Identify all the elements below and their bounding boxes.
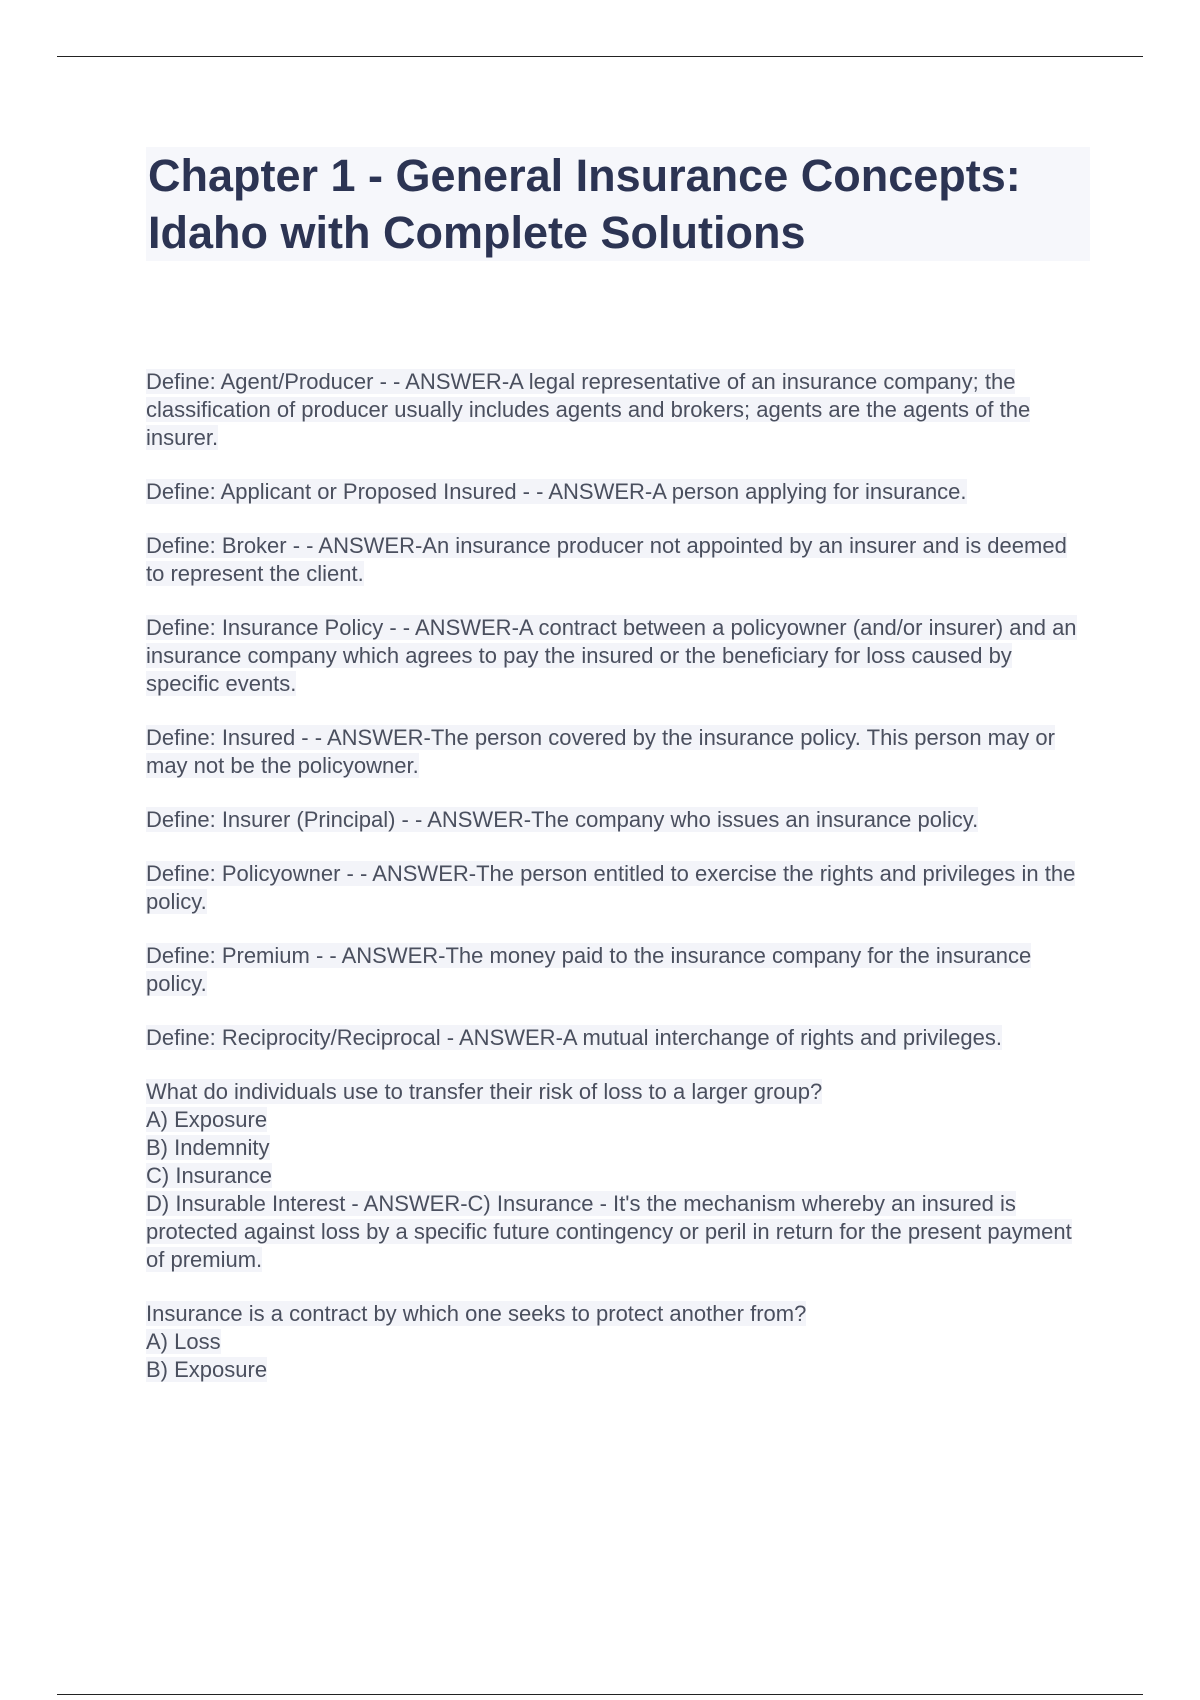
definition-text: Define: Insurer (Principal) - - ANSWER-The company who issues an insurance policy. bbox=[146, 807, 979, 832]
definition-text: Define: Agent/Producer - - ANSWER-A legal representative of an insurance company; the classification of producer usually includes agents and brokers; agents are the agents of the insurer. bbox=[146, 369, 1031, 450]
question-2-option-b: B) Exposure bbox=[146, 1357, 268, 1382]
definition-entry bbox=[146, 532, 1090, 588]
question-1-prompt: What do individuals use to transfer their risk of loss to a larger group? bbox=[146, 1079, 823, 1104]
definition-text: Define: Insured - - ANSWER-The person covered by the insurance policy. This person may or may not be the policyowner. bbox=[146, 725, 1055, 778]
definition-entry bbox=[146, 860, 1090, 916]
document-title bbox=[146, 147, 1090, 261]
definition-text: Define: Policyowner - - ANSWER-The person entitled to exercise the rights and privileges in the policy. bbox=[146, 861, 1076, 914]
top-rule bbox=[57, 56, 1143, 57]
definition-text: Define: Premium - - ANSWER-The money paid to the insurance company for the insurance policy. bbox=[146, 943, 1032, 996]
question-1-option-c: C) Insurance bbox=[146, 1163, 272, 1188]
question-1-option-d-answer: D) Insurable Interest - ANSWER-C) Insurance - It's the mechanism whereby an insured is protected against loss by a specific future contingency or peril in return for the present payment of premium. bbox=[146, 1191, 1072, 1272]
document-page bbox=[146, 147, 1090, 1410]
question-1-option-b: B) Indemnity bbox=[146, 1135, 270, 1160]
definition-entry bbox=[146, 1024, 1090, 1052]
definition-text: Define: Reciprocity/Reciprocal - ANSWER-A mutual interchange of rights and privileges. bbox=[146, 1025, 1002, 1050]
title-line-2: Idaho with Complete Solutions bbox=[148, 207, 806, 258]
definition-text: Define: Applicant or Proposed Insured - - ANSWER-A person applying for insurance. bbox=[146, 479, 967, 504]
definition-entry bbox=[146, 614, 1090, 698]
definition-entry bbox=[146, 724, 1090, 780]
definition-entry bbox=[146, 478, 1090, 506]
definition-entry bbox=[146, 806, 1090, 834]
definition-entry bbox=[146, 368, 1090, 452]
question-2 bbox=[146, 1300, 1090, 1384]
definition-entry bbox=[146, 942, 1090, 998]
question-1 bbox=[146, 1078, 1090, 1274]
question-2-option-a: A) Loss bbox=[146, 1329, 221, 1354]
question-2-prompt: Insurance is a contract by which one seeks to protect another from? bbox=[146, 1301, 807, 1326]
title-line-1: Chapter 1 - General Insurance Concepts: bbox=[148, 150, 1021, 201]
bottom-rule bbox=[57, 1694, 1143, 1695]
document-body bbox=[146, 368, 1090, 1384]
definition-text: Define: Insurance Policy - - ANSWER-A contract between a policyowner (and/or insurer) and an insurance company which agrees to pay the insured or the beneficiary for loss caused by specific events. bbox=[146, 615, 1077, 696]
definition-text: Define: Broker - - ANSWER-An insurance producer not appointed by an insurer and is deemed to represent the client. bbox=[146, 533, 1067, 586]
question-1-option-a: A) Exposure bbox=[146, 1107, 268, 1132]
